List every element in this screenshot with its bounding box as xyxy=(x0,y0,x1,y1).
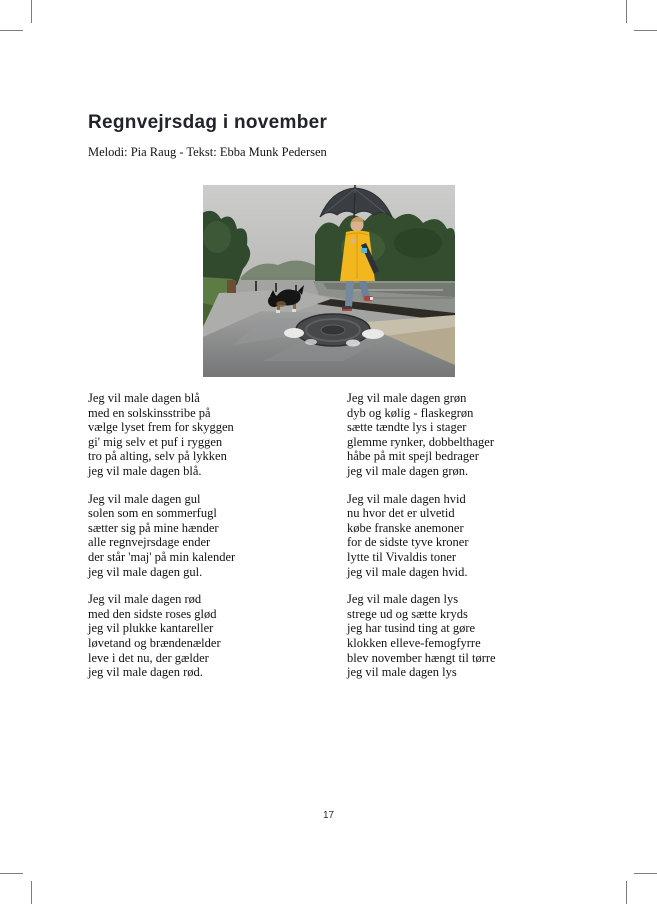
lyric-line: Jeg vil male dagen gul xyxy=(88,491,201,506)
credit-line: Melodi: Pia Raug - Tekst: Ebba Munk Pedersen xyxy=(88,145,327,159)
lyrics-column-right xyxy=(347,391,592,693)
page-title: Regnvejrsdag i november xyxy=(88,112,328,133)
stanza-white xyxy=(347,492,592,580)
foam-right xyxy=(362,329,384,339)
lyric-line: håbe på mit spejl bedrager xyxy=(347,449,479,464)
lyric-line: jeg vil male dagen blå. xyxy=(88,463,202,478)
page-number: 17 xyxy=(322,810,335,821)
rain-photo-illustration xyxy=(203,185,455,377)
lyric-line: klokken elleve-femogfyrre xyxy=(347,635,481,650)
lyric-line: løvetand og brændenælder xyxy=(88,635,221,650)
rain-photo xyxy=(203,185,455,377)
right-tree-shade xyxy=(394,228,442,258)
lyric-line: for de sidste tyve kroner xyxy=(347,535,469,550)
stanza-yellow xyxy=(88,492,333,580)
crop-mark-top-right-h xyxy=(634,30,657,31)
crop-mark-bottom-right-h xyxy=(634,873,657,874)
crop-mark-top-right-v xyxy=(626,0,627,23)
lyric-line: glemme rynker, dobbelthager xyxy=(347,434,495,449)
stanza-light xyxy=(347,592,592,680)
stanza-blue xyxy=(88,391,333,479)
lyric-line: Jeg vil male dagen lys xyxy=(347,592,459,607)
foam-front xyxy=(346,340,360,347)
lyric-line: Jeg vil male dagen blå xyxy=(88,391,200,405)
lyric-line: jeg vil male dagen rød. xyxy=(88,665,203,680)
lyric-line: Jeg vil male dagen grøn xyxy=(347,391,467,405)
lyric-line: nu hvor det er ulvetid xyxy=(347,506,455,521)
lyric-line: jeg vil male dagen gul. xyxy=(88,564,203,579)
lyric-line: jeg har tusind ting at gøre xyxy=(347,621,476,636)
lyrics-column-left xyxy=(88,391,333,693)
lyric-line: jeg vil male dagen lys xyxy=(347,665,457,680)
post-2 xyxy=(275,283,277,292)
foam-front-left xyxy=(305,339,317,345)
wooden-box xyxy=(227,280,236,293)
lyric-line: sætter sig på mine hænder xyxy=(88,520,219,535)
crop-mark-bottom-right-v xyxy=(626,881,627,904)
post-1 xyxy=(255,281,257,291)
crop-mark-top-left-v xyxy=(31,0,32,23)
lyric-line: alle regnvejrsdage ender xyxy=(88,535,211,550)
lyric-line: sætte tændte lys i stager xyxy=(347,420,467,435)
lyric-line: med den sidste roses glød xyxy=(88,606,217,621)
lyric-line: solen som en sommerfugl xyxy=(88,506,217,521)
lyric-line: Jeg vil male dagen rød xyxy=(88,592,202,607)
lyric-line: med en solskinsstribe på xyxy=(88,405,211,420)
lyric-line: leve i det nu, der gælder xyxy=(88,650,209,665)
lyric-line: strege ud og sætte kryds xyxy=(347,606,468,621)
lyric-line: vælge lyset frem for skyggen xyxy=(88,420,234,435)
stanza-red xyxy=(88,592,333,680)
crop-mark-top-left-h xyxy=(0,30,23,31)
blue-item xyxy=(361,248,367,253)
lyric-line: der står 'maj' på min kalender xyxy=(88,549,236,564)
lyric-line: jeg vil plukke kantareller xyxy=(88,621,214,636)
crop-mark-bottom-left-h xyxy=(0,873,23,874)
lyric-line: blev november hængt til tørre xyxy=(347,650,496,665)
lyric-line: tro på alting, selv på lykken xyxy=(88,449,227,464)
crop-mark-bottom-left-v xyxy=(31,881,32,904)
lyric-line: jeg vil male dagen grøn. xyxy=(347,463,469,478)
lyric-line: dyb og kølig - flaskegrøn xyxy=(347,405,474,420)
stanza-green xyxy=(347,391,592,479)
foam-left xyxy=(284,328,304,338)
lyric-line: lytte til Vivaldis toner xyxy=(347,549,457,564)
lyric-line: gi' mig selv et puf i ryggen xyxy=(88,434,223,449)
lyric-line: jeg vil male dagen hvid. xyxy=(347,564,468,579)
water-ripple-2 xyxy=(373,297,453,299)
left-tree-foliage xyxy=(203,221,231,253)
lyric-line: Jeg vil male dagen hvid xyxy=(347,491,466,506)
lyric-line: købe franske anemoner xyxy=(347,520,464,535)
